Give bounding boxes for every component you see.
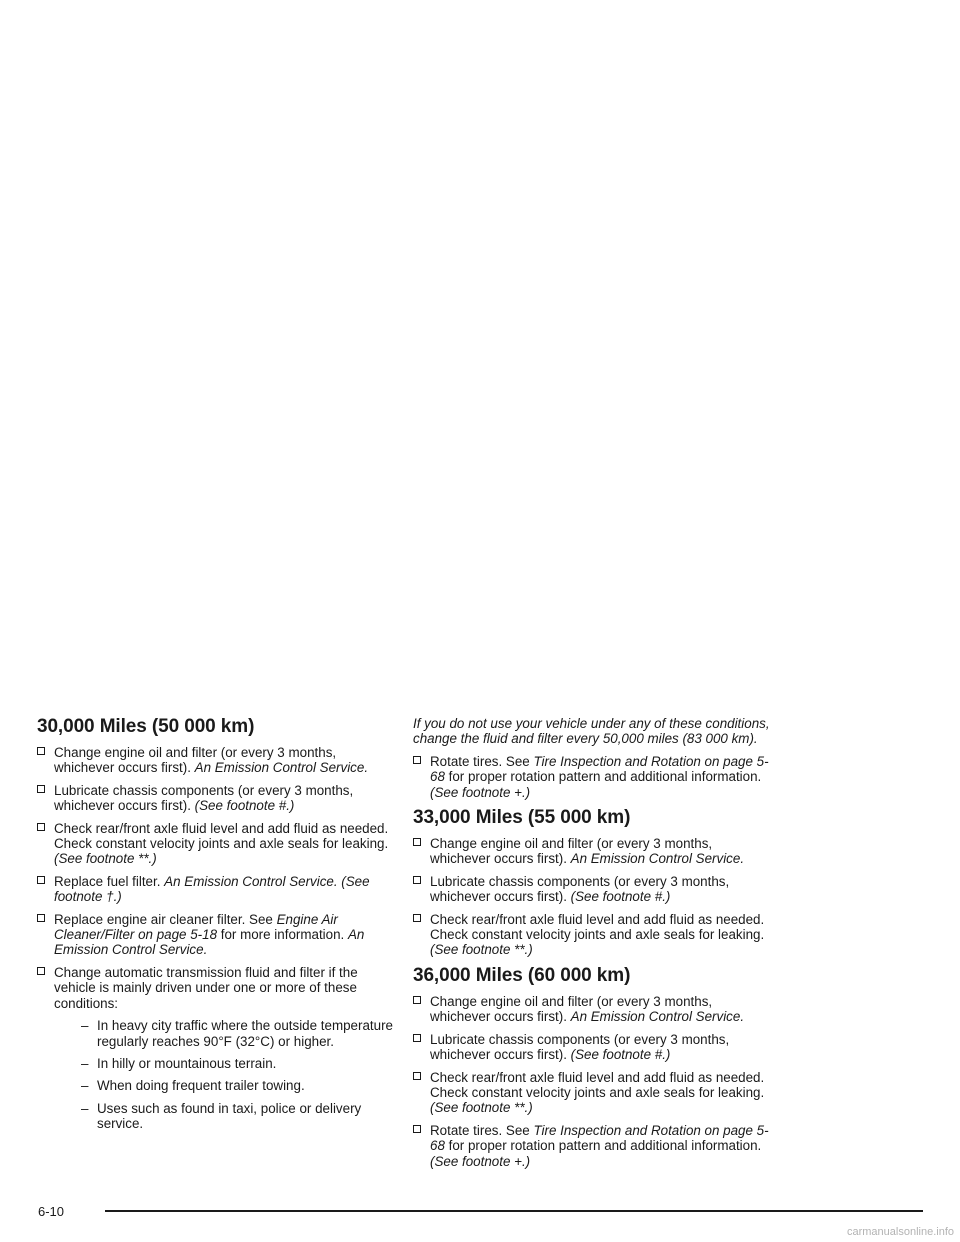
- checkbox-icon: [413, 876, 421, 884]
- condition-item: – In heavy city traffic where the outside temperature regularly reaches 90°F (32°C) or higher.: [81, 1018, 393, 1049]
- checklist-item: Replace engine air cleaner filter. See Engine Air Cleaner/Filter on page 5-18 for more information. An Emission Control Service.: [37, 912, 399, 958]
- checklist-item: Change engine oil and filter (or every 3 months, whichever occurs first). An Emission Control Service.: [37, 745, 399, 776]
- section-heading-36000: 36,000 Miles (60 000 km): [413, 964, 631, 986]
- checkbox-icon: [413, 914, 421, 922]
- dash-glyph: –: [81, 1055, 89, 1071]
- checklist-item: Check rear/front axle fluid level and add fluid as needed. Check constant velocity joints and axle seals for leaking. (See footnote **.): [413, 1070, 775, 1116]
- page-number: 6-10: [38, 1204, 65, 1219]
- checklist-item: Check rear/front axle fluid level and add fluid as needed. Check constant velocity joints and axle seals for leaking. (See footnote **.): [413, 912, 775, 958]
- checklist-item: Replace fuel filter. An Emission Control Service. (See footnote †.): [37, 874, 399, 905]
- checklist-item: Change automatic transmission fluid and filter if the vehicle is mainly driven under one or more of these conditions:: [37, 965, 399, 1011]
- checklist-item: Check rear/front axle fluid level and add fluid as needed. Check constant velocity joints and axle seals for leaking. (See footnote **.): [37, 821, 399, 867]
- condition-item: – Uses such as found in taxi, police or delivery service.: [81, 1100, 362, 1132]
- checklist-item: Change engine oil and filter (or every 3 months, whichever occurs first). An Emission Control Service.: [413, 994, 775, 1025]
- condition-item: – When doing frequent trailer towing.: [81, 1078, 305, 1094]
- section-heading-33000: 33,000 Miles (55 000 km): [413, 807, 631, 829]
- checkbox-icon: [37, 785, 45, 793]
- dash-glyph: –: [81, 1018, 89, 1034]
- continuation-paragraph: If you do not use your vehicle under any of these conditions, change the fluid and filter every 50,000 miles (83 000 km).: [413, 716, 770, 747]
- checklist-item: Lubricate chassis components (or every 3 months, whichever occurs first). (See footnote #.): [37, 783, 399, 814]
- dash-glyph: –: [81, 1078, 89, 1094]
- checkbox-icon: [413, 756, 421, 764]
- checkbox-icon: [37, 747, 45, 755]
- watermark: carmanualsonline.info: [846, 1226, 954, 1238]
- right-column: [413, 716, 775, 1176]
- page-reference: Tire Inspection and Rotation on page 5-68: [430, 1122, 769, 1154]
- left-column: [37, 716, 399, 1139]
- condition-item: – In hilly or mountainous terrain.: [81, 1055, 277, 1071]
- checkbox-icon: [413, 1125, 421, 1133]
- dash-glyph: –: [81, 1100, 89, 1116]
- checkbox-icon: [37, 876, 45, 884]
- page-reference: Tire Inspection and Rotation on page 5-68: [430, 753, 769, 785]
- section-heading-30000: 30,000 Miles (50 000 km): [37, 716, 255, 737]
- checkbox-icon: [413, 1034, 421, 1042]
- checklist-item: Rotate tires. See Tire Inspection and Rotation on page 5-68 for proper rotation pattern and additional information. (See footnote +.): [413, 754, 775, 800]
- page-reference: Engine Air Cleaner/Filter on page 5-18: [54, 911, 338, 943]
- checkbox-icon: [37, 914, 45, 922]
- footer-rule: [105, 1210, 923, 1212]
- checkbox-icon: [413, 838, 421, 846]
- checkbox-icon: [37, 967, 45, 975]
- checkbox-icon: [413, 996, 421, 1004]
- checkbox-icon: [413, 1072, 421, 1080]
- checklist-item: Lubricate chassis components (or every 3 months, whichever occurs first). (See footnote #.): [413, 874, 775, 905]
- checklist-item: Change engine oil and filter (or every 3 months, whichever occurs first). An Emission Control Service.: [413, 836, 775, 867]
- checkbox-icon: [37, 823, 45, 831]
- checklist-item: Rotate tires. See Tire Inspection and Rotation on page 5-68 for proper rotation pattern and additional information. (See footnote +.): [413, 1123, 775, 1169]
- checklist-item: Lubricate chassis components (or every 3 months, whichever occurs first). (See footnote #.): [413, 1032, 775, 1063]
